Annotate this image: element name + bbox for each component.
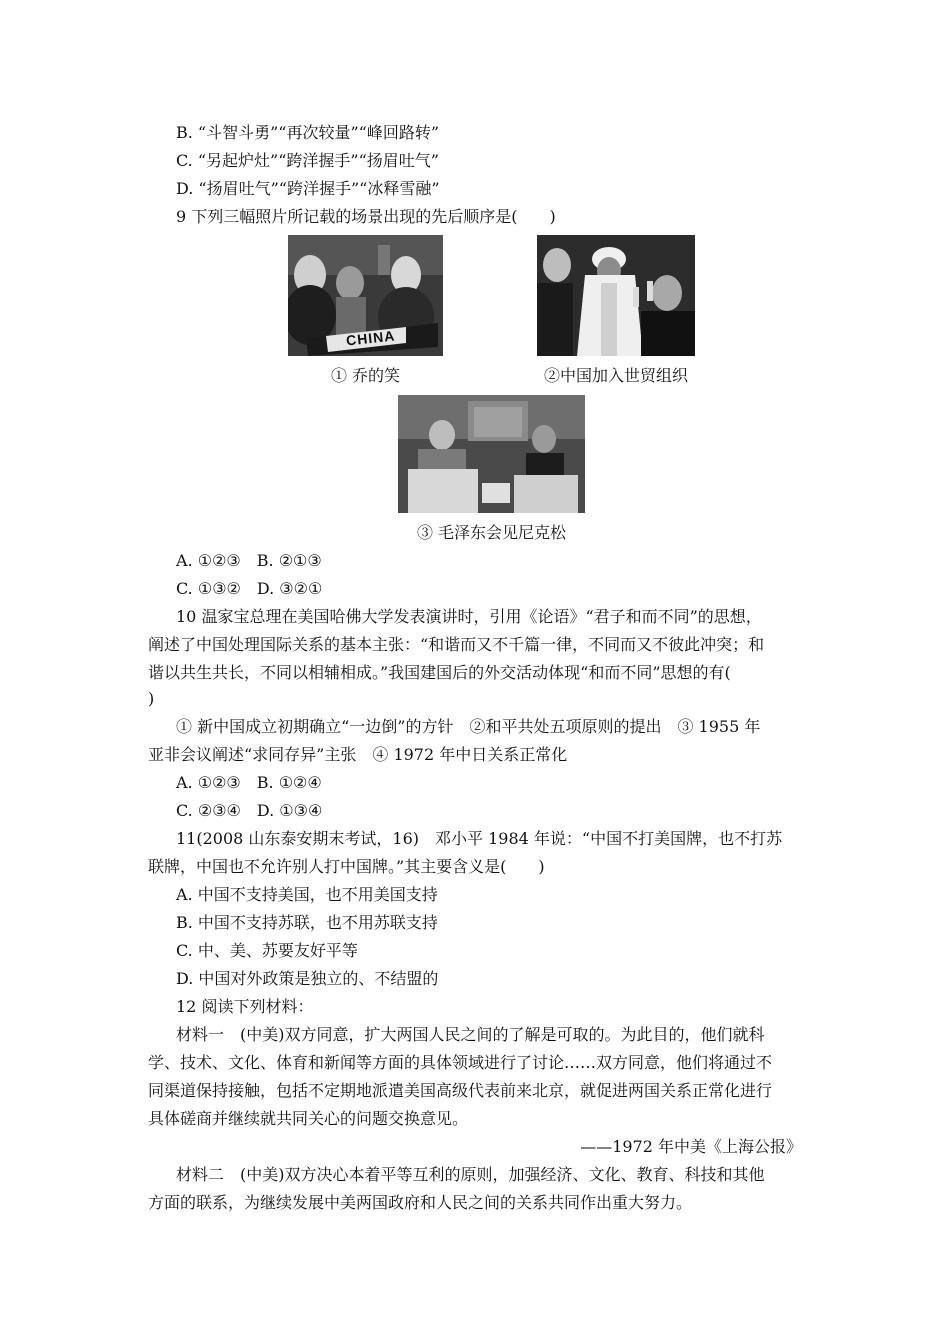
q9-options-ab: A. ①②③ B. ②①③ (176, 551, 322, 570)
q11-option-c: C. 中、美、苏要友好平等 (176, 941, 358, 960)
q12-material2-line-2: 方面的联系，为继续发展中美两国政府和人民之间的关系共同作出重大努力。 (148, 1193, 693, 1212)
photo-mao-meets-nixon (398, 395, 585, 513)
q11-stem-line-2: 联牌，中国也不允许别人打中国牌。”其主要含义是( ) (148, 857, 545, 876)
q10-options-cd: C. ②③④ D. ①③④ (176, 801, 323, 820)
q12-material1-line-1: 材料一 (中美)双方同意，扩大两国人民之间的了解是可取的。为此目的，他们就科 (176, 1025, 765, 1044)
q11-stem-line-1: 11(2008 山东泰安期末考试，16) 邓小平 1984 年说：“中国不打美国牌，也不打苏 (176, 829, 783, 848)
photo-wto-accession (537, 235, 695, 356)
q8-option-b: B. “斗智斗勇”“再次较量”“峰回路转” (176, 123, 440, 142)
china-nameplate-text: CHINA (345, 327, 397, 349)
q10-stem-line-1: 10 温家宝总理在美国哈佛大学发表演讲时，引用《论语》“君子和而不同”的思想， (176, 607, 762, 626)
photo-qiao-laugh (288, 235, 443, 356)
photo-2-caption: ②中国加入世贸组织 (543, 366, 688, 385)
q9-stem: 9 下列三幅照片所记载的场景出现的先后顺序是( ) (176, 207, 556, 226)
q10-stem-line-3: 谐以共生共长，不同以相辅相成。”我国建国后的外交活动体现“和而不同”思想的有( (148, 663, 731, 682)
q10-options-ab: A. ①②③ B. ①②④ (176, 773, 322, 792)
q10-items-line-2: 亚非会议阐述“求同存异”主张 ④ 1972 年中日关系正常化 (148, 745, 568, 764)
photo-3-caption: ③ 毛泽东会见尼克松 (416, 523, 567, 542)
q10-stem-line-4: ) (148, 689, 155, 708)
q8-option-c: C. “另起炉灶”“跨洋握手”“扬眉吐气” (176, 151, 439, 170)
q12-material1-line-4: 具体磋商并继续就共同关心的问题交换意见。 (148, 1109, 469, 1128)
q8-option-d: D. “扬眉吐气”“跨洋握手”“冰释雪融” (176, 179, 440, 198)
q10-stem-line-2: 阐述了中国处理国际关系的基本主张：“和谐而又不千篇一律，不同而又不彼此冲突；和 (148, 635, 765, 654)
photo-1-caption: ① 乔的笑 (330, 366, 401, 385)
q12-material1-line-3: 同渠道保持接触，包括不定期地派遣美国高级代表前来北京，就促进两国关系正常化进行 (148, 1081, 773, 1100)
q12-material2-line-1: 材料二 (中美)双方决心本着平等互利的原则，加强经济、文化、教育、科技和其他 (176, 1165, 765, 1184)
q12-material1-line-2: 学、技术、文化、体育和新闻等方面的具体领域进行了讨论……双方同意，他们将通过不 (148, 1053, 773, 1072)
q12-stem: 12 阅读下列材料： (176, 997, 314, 1016)
q10-items-line-1: ① 新中国成立初期确立“一边倒”的方针 ②和平共处五项原则的提出 ③ 1955 年 (176, 717, 761, 736)
q11-option-d: D. 中国对外政策是独立的、不结盟的 (176, 969, 439, 988)
q11-option-b: B. 中国不支持苏联，也不用苏联支持 (176, 913, 438, 932)
q12-material1-source: ——1972 年中美《上海公报》 (580, 1137, 802, 1156)
q11-option-a: A. 中国不支持美国，也不用美国支持 (176, 885, 438, 904)
q9-options-cd: C. ①③② D. ③②① (176, 579, 323, 598)
